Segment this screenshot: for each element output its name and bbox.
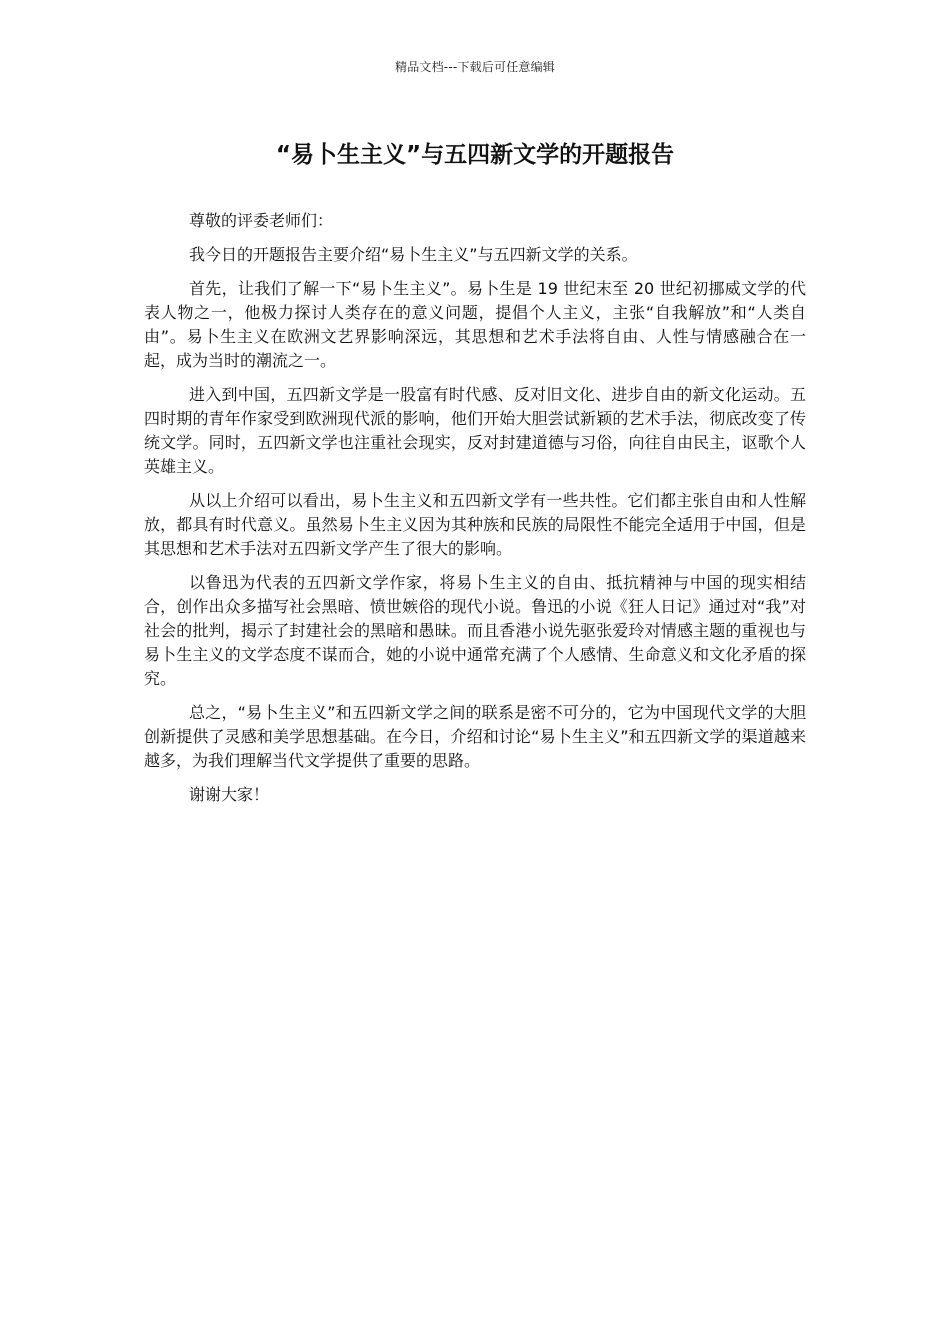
commonality-paragraph: 从以上介绍可以看出，易卜生主义和五四新文学有一些共性。它们都主张自由和人性解放，都具有时代意义。虽然易卜生主义因为其种族和民族的局限性不能完全适用于中国，但是其思想和艺术手法对五四新文学产生了很大的影响。: [144, 491, 806, 558]
lu-xun-paragraph: 以鲁迅为代表的五四新文学作家，将易卜生主义的自由、抵抗精神与中国的现实相结合，创作出众多描写社会黑暗、愤世嫉俗的现代小说。鲁迅的小说《狂人日记》通过对“我”对社会的批判，揭示了封建社会的黑暗和愚昧。而且香港小说先驱张爱玲对情感主题的重视也与易卜生主义的文学态度不谋而合，她的小说中通常充满了个人感情、生命意义和文化矛盾的探究。: [144, 573, 806, 688]
thanks-paragraph: 谢谢大家！: [189, 785, 270, 804]
may-fourth-paragraph: 进入到中国，五四新文学是一股富有时代感、反对旧文化、进步自由的新文化运动。五四时期的青年作家受到欧洲现代派的影响，他们开始大胆尝试新颖的艺术手法，彻底改变了传统文学。同时，五四新文学也注重社会现实，反对封建道德与习俗，向往自由民主，讴歌个人英雄主义。: [144, 385, 806, 476]
salutation-paragraph: 尊敬的评委老师们：: [189, 211, 334, 230]
page-header-note: 精品文档---下载后可任意编辑: [395, 60, 555, 74]
ibsenism-paragraph: 首先，让我们了解一下“易卜生主义”。易卜生是 19 世纪末至 20 世纪初挪威文学的代表人物之一，他极力探讨人类存在的意义问题，提倡个人主义，主张“自我解放”和“人类自由”。易卜生主义在欧洲文艺界影响深远，其思想和艺术手法将自由、人性与情感融合在一起，成为当时的潮流之一。: [144, 279, 806, 370]
document-title: “易卜生主义”与五四新文学的开题报告: [275, 142, 675, 168]
document-body: [144, 209, 806, 817]
conclusion-paragraph: 总之，“易卜生主义”和五四新文学之间的联系是密不可分的，它为中国现代文学的大胆创新提供了灵感和美学思想基础。在今日，介绍和讨论“易卜生主义”和五四新文学的渠道越来越多，为我们理解当代文学提供了重要的思路。: [144, 703, 806, 770]
intro-paragraph: 我今日的开题报告主要介绍“易卜生主义”与五四新文学的关系。: [189, 245, 638, 264]
